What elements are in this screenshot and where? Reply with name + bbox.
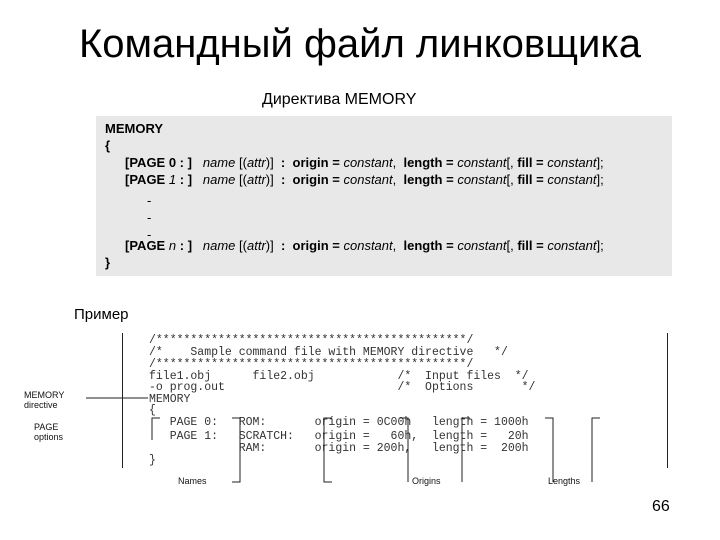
- open-brace: {: [105, 138, 111, 153]
- listing-line: file1.obj file2.obj /* Input files */: [149, 370, 529, 383]
- page-options-callout: PAGE options: [34, 422, 64, 442]
- lengths-callout: Lengths: [548, 476, 581, 486]
- lengths-bracket: [545, 418, 553, 482]
- ellipsis-dot-3: -: [147, 227, 152, 242]
- listing-line: PAGE 0: ROM: origin = 0C00h length = 1000h: [149, 416, 529, 429]
- example-label: Пример: [74, 306, 129, 323]
- ellipsis-dot-1: -: [147, 193, 152, 208]
- names-bracket-right: [324, 418, 332, 482]
- listing-line: MEMORY: [149, 393, 191, 406]
- listing-line: PAGE 1: SCRATCH: origin = 60h, length = 20h: [149, 430, 529, 443]
- section-subtitle: Директива MEMORY: [262, 91, 417, 108]
- listing-line: /*********************************************/: [149, 358, 474, 371]
- page-title: Командный файл линковщика: [78, 22, 642, 66]
- page-number: 66: [652, 498, 670, 515]
- syntax-line-page1: [PAGE 1 : ] name [(attr)] : origin = constant, length = constant[, fill = constant];: [125, 172, 604, 187]
- listing-line: -o prog.out /* Options */: [149, 381, 536, 394]
- listing-line: /* Sample command file with MEMORY directive */: [149, 346, 508, 359]
- ellipsis-dot-2: -: [147, 210, 152, 225]
- listing-line: {: [149, 404, 156, 417]
- memory-directive-callout: MEMORY directive: [24, 390, 65, 410]
- listing-line: RAM: origin = 200h, length = 200h: [149, 442, 529, 455]
- syntax-line-pagen: [PAGE n : ] name [(attr)] : origin = constant, length = constant[, fill = constant];: [125, 238, 604, 253]
- close-brace: }: [105, 255, 111, 270]
- origins-callout: Origins: [412, 476, 441, 486]
- lengths-bracket-right: [592, 418, 600, 482]
- names-callout: Names: [178, 476, 207, 486]
- syntax-line-page0: [PAGE 0 : ] name [(attr)] : origin = constant, length = constant[, fill = constant];: [125, 155, 604, 170]
- names-bracket: [232, 418, 240, 482]
- page-bracket-top: [152, 418, 160, 440]
- origins-bracket: [400, 418, 408, 482]
- listing-line: /*********************************************/: [149, 334, 474, 347]
- listing-line: }: [149, 454, 156, 467]
- origins-bracket-right: [462, 418, 470, 482]
- memory-keyword: MEMORY: [105, 121, 164, 136]
